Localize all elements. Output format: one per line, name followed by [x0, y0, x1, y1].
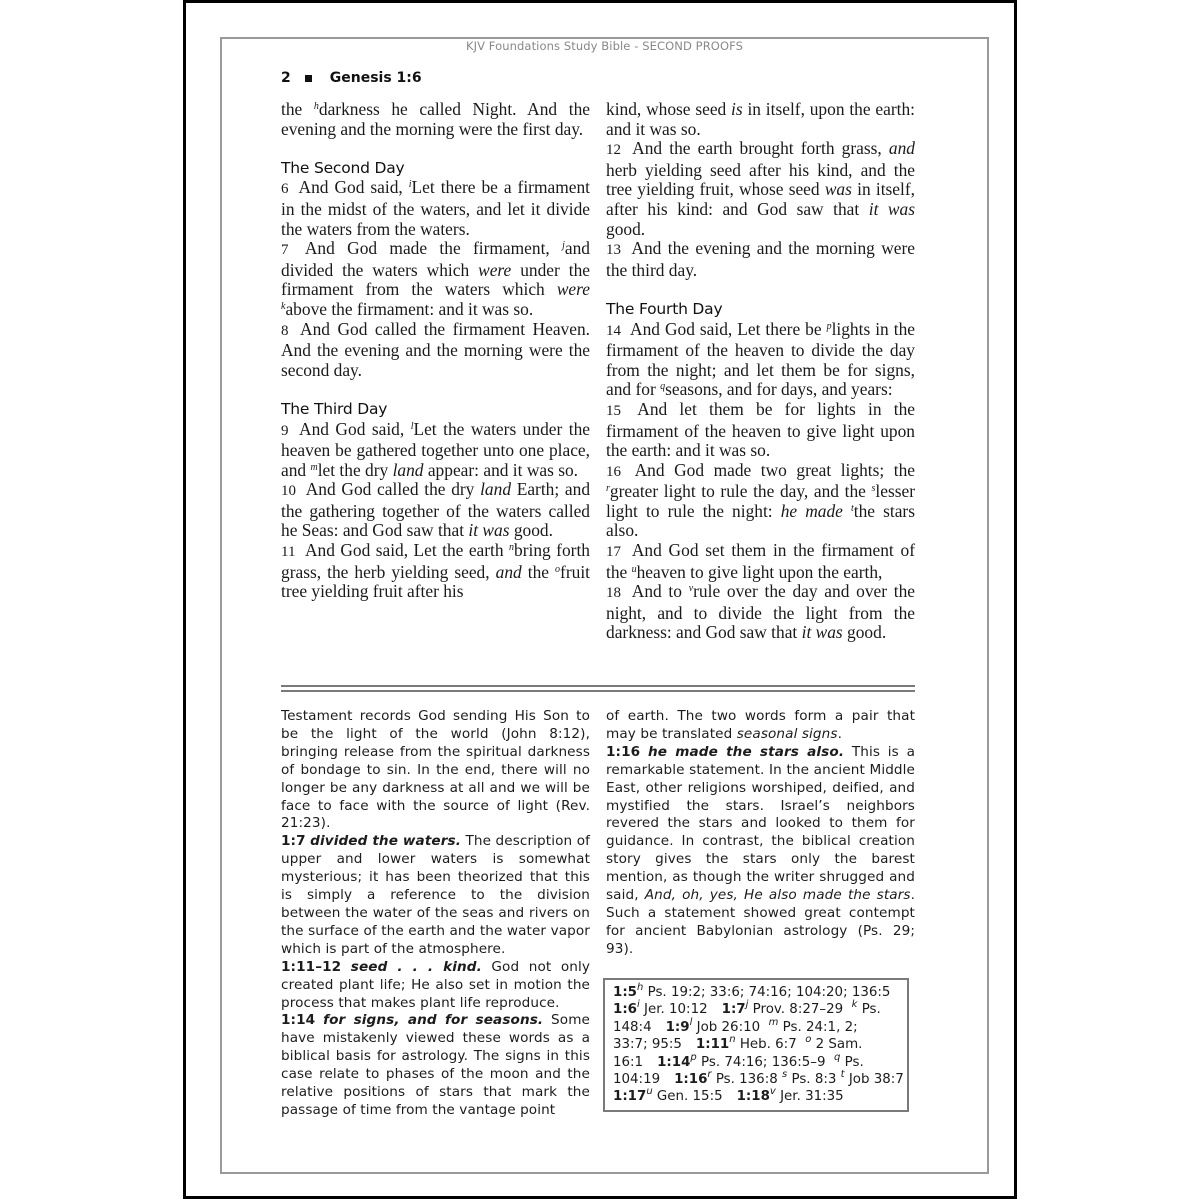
xref-link[interactable]: 33:7; 95:5 — [613, 1037, 682, 1053]
footnote-marker[interactable]: m — [310, 461, 318, 473]
footnote-marker[interactable]: l — [410, 420, 414, 432]
verse-text: in itself, upon the earth: and it was so. — [606, 99, 915, 139]
xref-link[interactable]: Ps. 24:1, 2; — [782, 1019, 858, 1035]
verse-number: 18 — [606, 585, 621, 602]
italic-supplied-word: was — [824, 179, 852, 200]
italic-supplied-word: it was — [868, 198, 915, 219]
verse-8 — [281, 320, 590, 381]
note-text: of earth. The two words form a pair that may be translated — [606, 708, 915, 742]
verse-text: And to — [631, 581, 689, 602]
italic-supplied-word: land — [392, 459, 424, 480]
xref-link[interactable]: 16:1 — [613, 1054, 644, 1070]
section-heading: The Second Day — [281, 158, 405, 177]
page-folio — [281, 70, 422, 86]
note-reference: 1:7 — [281, 833, 306, 850]
study-notes-right — [606, 708, 915, 959]
note-text: Some have mistakenly viewed these words as a biblical basis for astrology. The signs in this case relate to phases of the moon and the relative positions of stars that mark the passage of time from the vantage point — [281, 1012, 591, 1118]
italic-supplied-word: and — [495, 561, 522, 582]
verse-number: 6 — [281, 181, 289, 198]
verse-text: lights in the firmament of the heaven to divide the day from the night; and let them be for signs, and for — [606, 318, 915, 400]
section-heading: The Fourth Day — [606, 299, 723, 318]
note-continuation — [606, 708, 915, 744]
verse-text: the — [281, 99, 314, 119]
xref-link[interactable]: 104:19 — [613, 1072, 661, 1088]
xref-marker: n — [729, 1034, 736, 1046]
verse-text: good. — [606, 218, 646, 239]
verse-text: And God said, Let the earth — [304, 540, 510, 561]
xref-marker: q — [834, 1051, 841, 1063]
verse-text: And the earth brought forth grass, — [632, 138, 889, 159]
verse-text: herb yielding seed after his kind, and the tree yielding fruit, whose seed — [606, 159, 915, 200]
xref-link[interactable]: Ps. 19:2; 33:6; 74:16; 104:20; 136:5 — [647, 985, 891, 1000]
xref-line — [613, 1071, 907, 1088]
verse-number: 7 — [281, 242, 289, 259]
footnote-marker[interactable]: h — [313, 101, 319, 112]
verse-text: And God made the firmament, — [304, 238, 563, 259]
xref-link[interactable]: Heb. 6:7 — [739, 1037, 797, 1053]
verse-6 — [281, 178, 590, 239]
verse-text: And God set them in the firmament of the — [606, 540, 915, 582]
xref-marker: k — [851, 999, 858, 1011]
footnote-marker[interactable]: t — [850, 502, 854, 514]
verse-number: 15 — [606, 402, 621, 419]
xref-verse: 1:14 — [657, 1054, 691, 1070]
divider-rule — [281, 685, 915, 687]
divider-rule — [281, 690, 915, 692]
note-text: . — [837, 725, 842, 742]
cross-reference-box — [603, 978, 909, 1112]
note-italic: And, oh, yes, He also made the stars — [644, 887, 911, 904]
verse-text: And God said, — [298, 177, 409, 198]
italic-supplied-word: is — [731, 99, 743, 119]
study-note — [606, 744, 915, 959]
verse-text: And God called the dry — [305, 479, 481, 500]
xref-link[interactable]: Job 26:10 — [696, 1019, 761, 1035]
xref-link[interactable]: Ps. 74:16; 136:5–9 — [701, 1054, 826, 1070]
verse-text: And the evening and the morning were the third day. — [606, 238, 916, 280]
xref-link[interactable]: Ps. 136:8 — [715, 1072, 778, 1088]
note-reference: 1:14 — [281, 1012, 316, 1029]
note-text: . Such a statement showed great contempt for ancient Babylonian astrology (Ps. 29; 93). — [606, 887, 916, 957]
verse-text: and divided the waters which — [281, 238, 591, 280]
verse-text: above the firmament: and it was so. — [285, 298, 534, 319]
verse-text: heaven to give light upon the earth, — [636, 561, 883, 582]
verse-text: And God made two great lights; the — [634, 459, 916, 480]
verse-text: in itself, after his kind: and God saw that — [606, 179, 915, 219]
note-reference: 1:16 — [606, 743, 641, 760]
italic-supplied-word: were — [478, 259, 512, 280]
verse-number: 11 — [281, 544, 296, 561]
xref-line — [613, 1051, 907, 1071]
xref-marker: p — [690, 1051, 697, 1063]
italic-supplied-word: and — [888, 138, 915, 159]
study-note — [281, 959, 590, 1013]
xref-marker: h — [637, 982, 644, 993]
italic-supplied-word: it was — [801, 622, 843, 643]
verse-text: darkness he called Night. And the evening and the morning were the first day. — [281, 99, 590, 139]
xref-link[interactable]: Jer. 31:35 — [780, 1089, 844, 1105]
verse-text: rule over the day and over the night, and to divide the light from the darkness: and God saw that — [606, 581, 915, 643]
scripture-column-right — [606, 100, 915, 643]
verse-number: 14 — [606, 322, 621, 339]
verse-15 — [606, 400, 915, 461]
italic-supplied-word: he made — [780, 500, 843, 521]
verse-text: the — [521, 561, 556, 582]
xref-line — [613, 1036, 907, 1053]
footnote-marker[interactable]: i — [408, 179, 412, 191]
xref-marker: o — [805, 1034, 812, 1046]
xref-verse: 1:18 — [736, 1089, 770, 1105]
verse-text: Let there be a firmament in the midst of the waters, and let it divide the waters from the waters. — [281, 177, 590, 239]
verse-text: Earth; and the gathering together of the waters called he Seas: and God saw that — [281, 479, 591, 541]
xref-marker: m — [768, 1016, 779, 1028]
verse-7 — [281, 239, 590, 319]
verse-number: 16 — [606, 463, 621, 480]
running-head: KJV Foundations Study Bible - SECOND PROOFS — [465, 39, 744, 53]
verse-13 — [606, 239, 915, 280]
footnote-marker[interactable]: u — [631, 563, 637, 575]
xref-verse: 1:7 — [721, 1002, 746, 1018]
footnote-marker[interactable]: o — [555, 563, 561, 575]
note-lemma: divided the waters. — [310, 833, 462, 850]
verse-text: And God said, Let there be — [630, 318, 827, 339]
xref-marker: j — [745, 999, 749, 1011]
verse-text: good. — [842, 622, 887, 643]
verse-text: And God said, — [299, 418, 411, 439]
square-bullet-icon — [305, 75, 312, 82]
xref-link[interactable]: 148:4 — [613, 1019, 652, 1035]
xref-link[interactable]: Ps. — [844, 1054, 864, 1070]
xref-link[interactable]: Gen. 15:5 — [656, 1089, 723, 1105]
verse-text: the stars also. — [606, 500, 915, 541]
italic-supplied-word: were — [556, 279, 590, 300]
verse-12 — [606, 139, 915, 239]
verse-text: bring forth grass, the herb yielding seed, — [281, 540, 590, 582]
footnote-marker[interactable]: q — [660, 381, 666, 393]
verse-text: good. — [509, 520, 553, 541]
verse-text: greater light to rule the day, and the — [609, 481, 872, 502]
footnote-marker[interactable]: k — [281, 300, 286, 312]
italic-supplied-word: land — [480, 479, 512, 500]
verse-17 — [606, 541, 915, 582]
footnote-marker[interactable]: s — [871, 483, 876, 495]
xref-line — [613, 1088, 907, 1105]
study-notes-left — [281, 708, 590, 1120]
xref-marker: v — [769, 1086, 776, 1098]
verse-16 — [606, 461, 915, 541]
verse-18 — [606, 582, 915, 643]
xref-line — [613, 1001, 907, 1018]
xref-link[interactable]: Ps. — [861, 1002, 881, 1018]
xref-verse: 1:11 — [695, 1037, 730, 1053]
study-note — [281, 1012, 590, 1119]
xref-verse: 1:16 — [674, 1072, 708, 1088]
note-lemma: he made the stars also. — [647, 743, 845, 760]
note-italic: seasonal signs — [736, 725, 838, 742]
note-lemma: for signs, and for seasons. — [323, 1012, 544, 1029]
chapter-verse-reference: Genesis 1:6 — [329, 70, 422, 86]
verse-11 — [281, 541, 590, 602]
note-reference: 1:11–12 — [281, 958, 342, 975]
verse-text: seasons, and for days, and years: — [665, 379, 893, 400]
footnote-marker[interactable]: p — [826, 320, 832, 332]
verse-number: 9 — [281, 422, 289, 439]
footnote-marker[interactable]: j — [562, 240, 565, 252]
verse-text: And God called the firmament Heaven. And the evening and the morning were the second day. — [281, 318, 590, 380]
xref-marker: u — [646, 1086, 653, 1098]
verse-10 — [281, 480, 590, 541]
note-text: The description of upper and lower waters is somewhat mysterious; it has been theorized that this is simply a reference to the division between the water of the seas and rivers on the surface of the earth and the water vapor which is part of the atmosphere. — [281, 833, 591, 957]
xref-marker: s — [782, 1069, 788, 1081]
verse-14 — [606, 320, 915, 400]
xref-link[interactable]: 2 Sam. — [815, 1037, 863, 1053]
xref-link[interactable]: Prov. 8:27–29 — [752, 1002, 844, 1018]
verse-number: 8 — [281, 322, 289, 339]
note-lemma: seed . . . kind. — [350, 958, 482, 975]
xref-marker: t — [840, 1069, 845, 1081]
xref-marker: i — [637, 999, 640, 1011]
section-heading: The Third Day — [281, 399, 388, 418]
xref-marker: l — [689, 1016, 693, 1028]
verse-number: 13 — [606, 242, 621, 259]
xref-line — [613, 1016, 907, 1036]
verse-number: 10 — [281, 483, 296, 500]
xref-marker: r — [707, 1069, 712, 1081]
xref-verse: 1:6 — [613, 1002, 637, 1018]
verse-continuation — [281, 100, 590, 139]
xref-link[interactable]: Jer. 10:12 — [644, 1002, 708, 1018]
note-continuation: Testament records God sending His Son to be the light of the world (John 8:12), bringing release from the spiritual darkness of bondage to sin. In the end, there will no longer be any darkness at all and we will be face to face with the source of light (Rev. 21:23). — [281, 708, 590, 832]
footnote-marker[interactable]: v — [688, 583, 694, 595]
xref-link[interactable]: Ps. 8:3 — [791, 1072, 837, 1088]
footnote-marker[interactable]: n — [509, 542, 515, 554]
scripture-column-left — [281, 100, 590, 602]
verse-text: appear: and it was so. — [423, 459, 579, 480]
verse-text: under the firmament from the waters which — [281, 259, 591, 300]
verse-text: lesser light to rule the night: — [606, 481, 915, 521]
page-number: 2 — [281, 70, 291, 86]
footnote-marker[interactable]: r — [606, 483, 610, 495]
verse-text: Let the waters under the heaven be gathered together unto one place, and — [281, 418, 590, 480]
verse-text: let the dry — [317, 459, 393, 480]
verse-text: fruit tree yielding fruit after his — [281, 561, 590, 602]
study-note — [281, 833, 590, 958]
verse-continuation — [606, 100, 915, 139]
italic-supplied-word: it was — [468, 520, 510, 541]
note-text: God not only created plant life; He also set in motion the process that makes plant life reproduce. — [281, 958, 591, 1011]
xref-verse: 1:9 — [665, 1019, 690, 1035]
xref-link[interactable]: Job 38:7 — [848, 1072, 904, 1088]
verse-number: 17 — [606, 544, 621, 561]
xref-verse: 1:17 — [613, 1089, 647, 1105]
note-text: This is a remarkable statement. In the ancient Middle East, other religions worshiped, deified, and mystified the stars. Israel’s neighbors revered the stars and looked to them for guidance. In contrast, the biblical creation story gives the stars only the barest mention, as though the writer shrugged and said, — [606, 743, 915, 904]
xref-line — [613, 984, 907, 1001]
verse-text: And let them be for lights in the firmament of the heaven to give light upon the earth: and it was so. — [606, 398, 916, 461]
verse-text — [843, 501, 851, 521]
verse-number: 12 — [606, 142, 621, 159]
verse-9 — [281, 420, 590, 481]
verse-text: kind, whose seed — [606, 99, 732, 119]
xref-verse: 1:5 — [613, 985, 637, 1000]
